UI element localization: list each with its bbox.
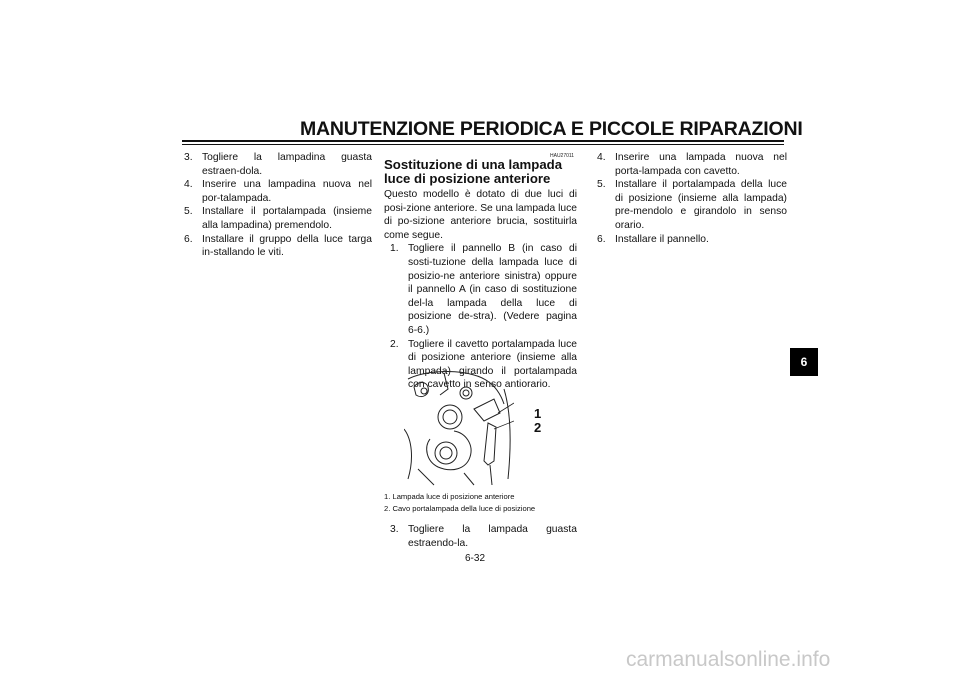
list-item-number: 4. (184, 179, 193, 191)
list-item-text: Togliere la lampada guasta estraendo-la. (408, 524, 577, 549)
caption-number: 2. (384, 504, 391, 513)
headlight-drawing (404, 369, 514, 487)
list-item-number: 6. (184, 233, 193, 245)
list-item (184, 205, 372, 232)
caption-number: 1. (384, 492, 391, 501)
list-item-number: 5. (597, 179, 606, 191)
section-heading: Sostituzione di una lampada luce di posizione anteriore (384, 157, 563, 186)
intro-paragraph: Questo modello è dotato di due luci di posi-zione anteriore. Se una lampada luce di po-sizione anteriore brucia, sostituirla come segue. (384, 189, 577, 241)
list-item-text: Togliere il pannello B (in caso di sosti-tuzione della lampada luce di posizio-ne anteriore sinistra) oppure il pannello A (in caso di sostituzione del-la lampada della luce di posizione de-stra). (Vedere pagina 6-6.) (408, 243, 577, 336)
list-item-number: 5. (184, 206, 193, 218)
left-column (184, 151, 372, 260)
page-number: 6-32 (465, 553, 486, 564)
title-rule-thick (182, 140, 784, 142)
chapter-tab: 6 (790, 348, 818, 376)
list-item (597, 233, 787, 247)
list-item (184, 178, 372, 205)
callout-1: 1 (534, 406, 542, 421)
list-item-number: 6. (597, 233, 606, 245)
list-item-text: Togliere la lampadina guasta estraen-dola. (202, 152, 372, 177)
list-item (390, 523, 577, 550)
list-item (597, 178, 787, 232)
right-column (597, 151, 787, 246)
page-title: MANUTENZIONE PERIODICA E PICCOLE RIPARAZIONI (300, 118, 803, 140)
list-item-text: Installare il gruppo della luce targa in-stallando le viti. (202, 233, 372, 259)
list-item-text: Installare il portalampada (insieme alla lampadina) premendolo. (202, 206, 372, 231)
title-rule-thin (182, 144, 784, 145)
list-item-text: Installare il portalampada della luce di posizione (insieme alla lampada) pre-mendolo e girandolo in senso orario. (615, 179, 787, 231)
list-item-number: 3. (184, 152, 193, 163)
caption-text: Cavo portalampada della luce di posizione (392, 504, 536, 513)
list-item-text: Togliere il cavetto portalampada luce di posizione anteriore (insieme alla lampada) girando il portalampada con cavetto in senso antiorario. (408, 338, 577, 391)
list-item (184, 233, 372, 260)
list-item-text: Inserire una lampada nuova nel porta-lampada con cavetto. (615, 152, 787, 177)
list-item-text: Installare il pannello. (615, 233, 709, 245)
list-item-number: 3. (390, 524, 399, 535)
watermark-text: carmanualsonline.info (626, 648, 831, 671)
caption-line (384, 503, 535, 515)
caption-text: Lampada luce di posizione anteriore (392, 492, 515, 501)
list-item-text: Inserire una lampadina nuova nel por-talampada. (202, 179, 372, 204)
section-code: HAU27011 (550, 153, 575, 159)
callout-2: 2 (534, 420, 542, 435)
figure-captions (384, 491, 535, 515)
list-item (184, 151, 372, 178)
list-item-number: 1. (390, 243, 399, 255)
list-item (597, 151, 787, 178)
list-item (390, 242, 577, 337)
headlight-illustration (404, 369, 514, 487)
caption-line (384, 491, 535, 503)
list-item-number: 2. (390, 338, 399, 350)
middle-column-continued (384, 523, 577, 550)
middle-column (384, 188, 577, 392)
list-item-number: 4. (597, 152, 606, 163)
